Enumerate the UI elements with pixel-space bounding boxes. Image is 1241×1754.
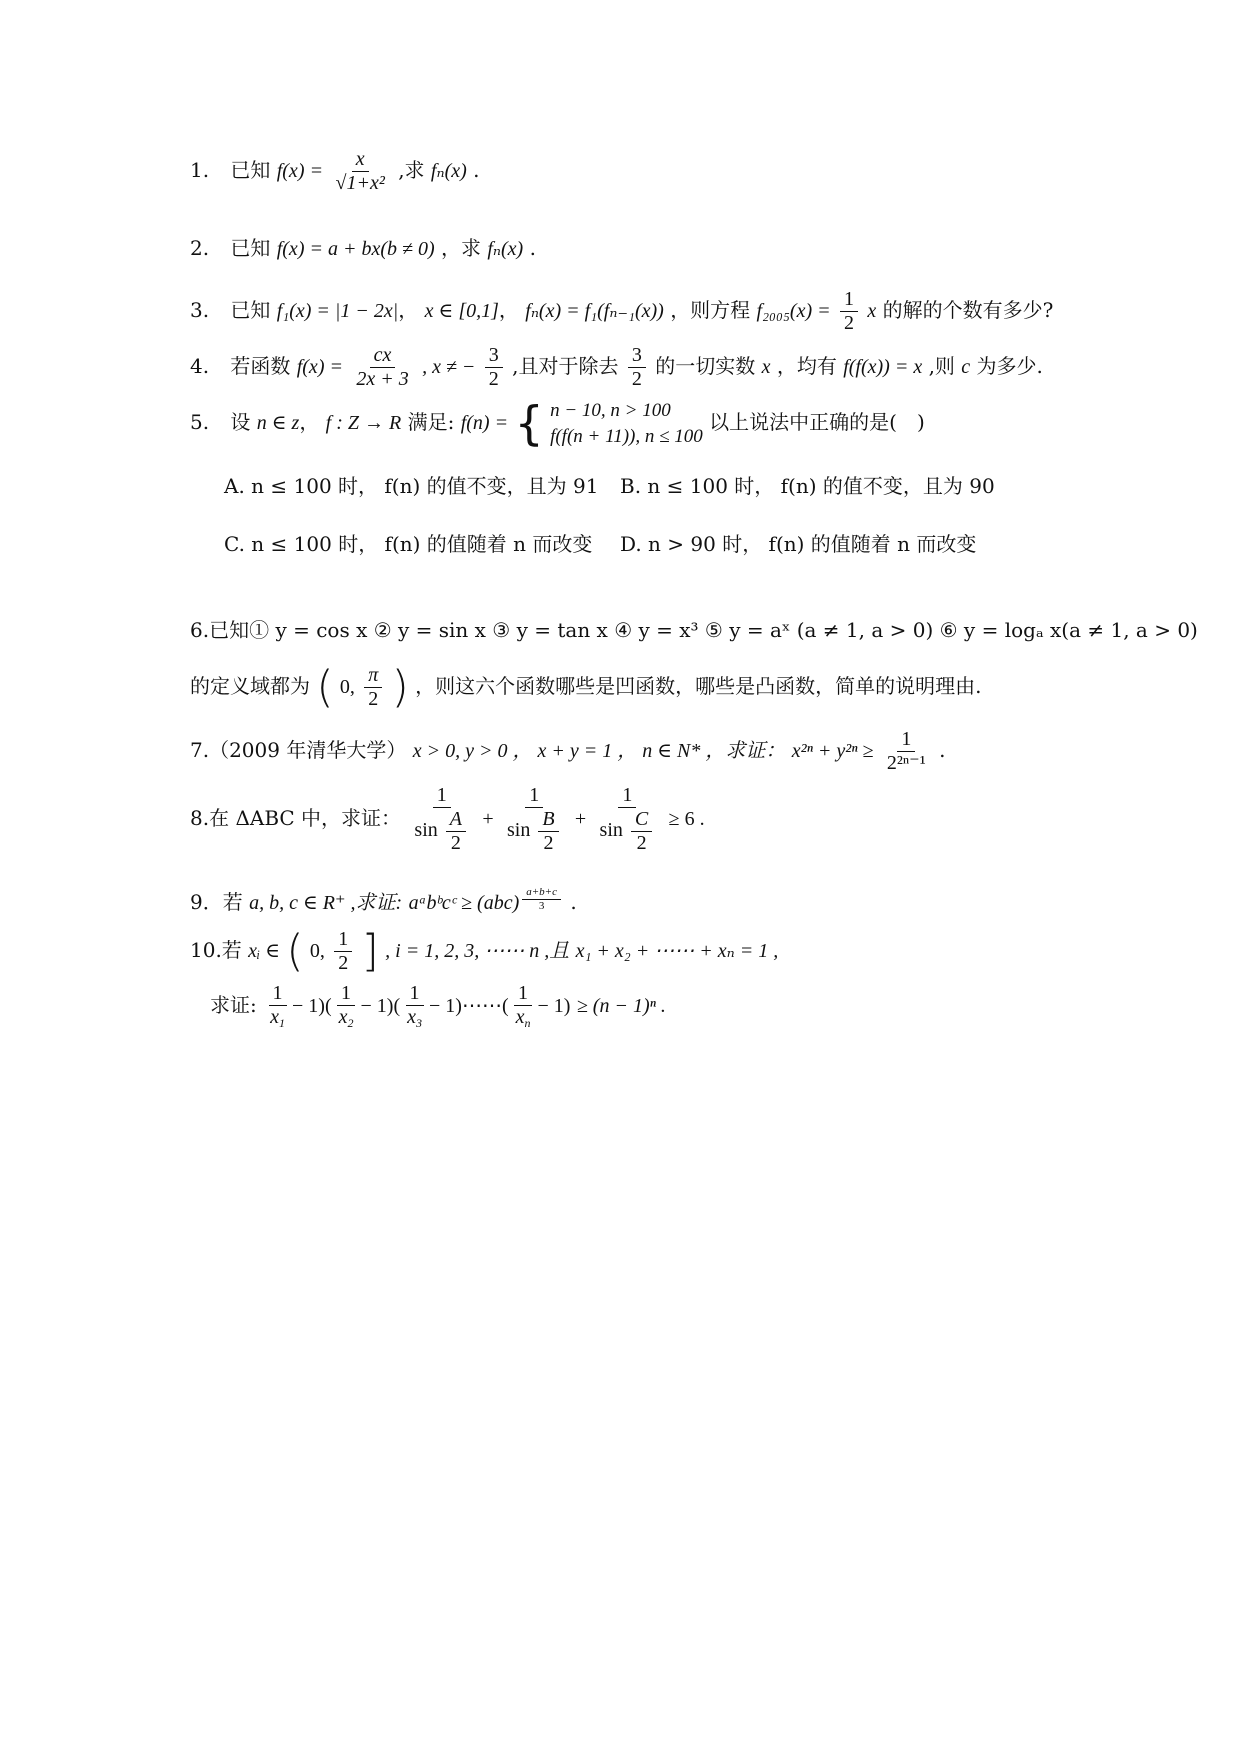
fraction-x2: $\frac{1}{x_2}$: [338, 982, 354, 1030]
problem-number: 3.: [190, 298, 210, 322]
right-paren: ): [391, 661, 409, 713]
option-d: D. n > 90 时， f(n) 的值随着 n 而改变: [620, 532, 977, 556]
problem-tail: 的解的个数有多少?: [882, 298, 1054, 322]
denominator: sin $\frac{A}{2}$: [410, 808, 473, 855]
problem-7: [190, 728, 945, 775]
problem-5: 5. 设 n ∈ z， f : Z → R 满足: f(n) = { n − 10, n > 100 f(f(n + 11)), n ≤ 100 以上说法中正确的是( ): [190, 396, 925, 451]
fraction-3-2: [485, 344, 503, 391]
problem-3: 3. 已知 f₁(x) = |1 − 2x|， x ∈ [0,1]， fₙ(x) = f₁(fₙ₋₁(x)) ，则方程 f₂₀₀₅(x) = $\frac{1}{2}$ x 的解的个数有多少?: [190, 288, 1054, 334]
fraction-a: [410, 784, 473, 855]
problem-text-mid: ，均有: [776, 354, 837, 378]
plus-sign: +: [574, 808, 587, 830]
prove-label: 求证:: [210, 992, 257, 1017]
denominator: √1+x²: [335, 172, 385, 194]
problem-text-mid: 的一切实数: [655, 354, 756, 378]
numerator: 3: [628, 344, 646, 368]
numerator: π: [364, 664, 382, 688]
exponent-fraction: $\frac{a+b+c}{3}$: [522, 886, 561, 912]
problem-text: 的定义域都为: [190, 674, 310, 698]
equals-sign: =: [310, 160, 323, 182]
conditions: a, b, c ∈ R⁺ ,求证:: [249, 892, 403, 914]
function-expr: f(x) =: [296, 356, 343, 378]
condition: , x ≠ −: [422, 356, 476, 378]
function-def: f₁(x) = |1 − 2x|: [276, 300, 399, 322]
function-expr: f(x) = a + bx(b ≠ 0): [276, 238, 435, 260]
problem-4: [190, 344, 1043, 391]
problem-text-mid: ，则方程: [670, 298, 751, 322]
problem-10: [190, 925, 779, 977]
problem-text: 已知: [230, 298, 271, 322]
period: .: [570, 890, 577, 914]
inequality-expr: aᵃbᵇcᶜ ≥ (abc): [408, 892, 520, 914]
problem-head: 10.若: [190, 938, 242, 962]
problem-8: [190, 784, 705, 855]
problem-tail: 为多少.: [976, 354, 1043, 378]
problem-6-line-1: 6.已知① y = cos x ② y = sin x ③ y = tan x ④ y = x³ ⑤ y = aˣ (a ≠ 1, a > 0) ⑥ y = logₐ x(a ≠ 1, a > 0): [190, 618, 1198, 642]
problem-head: 8.在 ΔABC 中，求证：: [190, 806, 402, 830]
denominator: 2: [338, 952, 349, 974]
piecewise-cases: [550, 398, 703, 449]
recurrence-expr: fₙ(x) = f₁(fₙ₋₁(x)): [525, 300, 664, 322]
problem-text: 若函数: [230, 354, 291, 378]
right-bracket: ]: [361, 925, 379, 977]
denominator: 2²ⁿ⁻¹: [886, 752, 926, 774]
problem-9: [190, 886, 577, 915]
denominator: 2x + 3: [356, 368, 409, 390]
problem-2: [190, 236, 536, 261]
interval-left: 0,: [339, 676, 355, 698]
plus-sign: +: [482, 808, 494, 830]
case-1: n − 10, n > 100: [550, 400, 671, 421]
problem-tail: 以上说法中正确的是( ): [709, 410, 925, 435]
problem-10-proof: 求证: $\frac{1}{x_1}$ − 1)( $\frac{1}{x_2}$ − 1)( $\frac{1}{x_3}$ − 1)⋯⋯( $\frac{1}{x_n}$ − 1) ≥ (n − 1)ⁿ .: [210, 982, 666, 1030]
numerator: cx: [370, 344, 396, 368]
left-brace: {: [514, 396, 544, 451]
mapping: f : Z → R: [325, 412, 402, 435]
numerator: x: [352, 148, 369, 172]
fraction-3-2: [628, 344, 646, 391]
period: .: [939, 738, 946, 762]
problem-text-mid: 满足:: [407, 410, 455, 435]
variable-x: x: [867, 300, 877, 322]
fraction-half: [334, 928, 352, 975]
sum-condition: x₁ + x₂ + ⋯⋯ + xₙ = 1 ,: [575, 940, 779, 962]
index-range: , i = 1, 2, 3, ⋯⋯ n ,且: [385, 940, 570, 962]
problem-number: 4.: [190, 354, 210, 378]
option-c: C. n ≤ 100 时， f(n) 的值随着 n 而改变: [224, 532, 593, 556]
period: .: [473, 158, 480, 182]
problem-tail: ,求: [398, 158, 425, 182]
period: .: [529, 236, 536, 260]
fraction: [331, 148, 388, 195]
numerator: 1: [897, 728, 915, 752]
equation-lhs: f₂₀₀₅(x) =: [756, 300, 831, 322]
problem-text: 已知: [230, 158, 271, 182]
numerator: 1: [334, 928, 352, 952]
fraction: [352, 344, 412, 391]
left-paren: (: [286, 925, 304, 977]
problem-tail: ,则: [928, 354, 955, 378]
denominator: sin $\frac{B}{2}$: [503, 808, 566, 855]
numerator: 1: [840, 288, 858, 312]
numerator: 1: [433, 784, 451, 808]
function-expr: f(n) =: [460, 412, 509, 435]
interval-left: 0,: [309, 940, 325, 962]
option-a: A. n ≤ 100 时， f(n) 的值不变，且为 91: [224, 474, 599, 498]
fraction-x3: $\frac{1}{x_3}$: [407, 982, 422, 1030]
option-b: B. n ≤ 100 时， f(n) 的值不变，且为 90: [620, 474, 995, 498]
inequality-lhs: x²ⁿ + y²ⁿ ≥: [791, 740, 874, 762]
problem-1: [190, 148, 480, 195]
problem-head: 9．若: [190, 890, 243, 914]
target-expr: fₙ(x): [487, 238, 524, 260]
denominator: 2: [368, 688, 379, 710]
fraction: [883, 728, 930, 775]
problem-number: 1.: [190, 158, 210, 182]
inequality-tail: ≥ 6 .: [668, 808, 705, 830]
problem-text-mid: ,且对于除去: [512, 354, 619, 378]
variable-x: x: [761, 356, 771, 378]
variable-xi: xᵢ ∈: [248, 940, 281, 962]
fraction-xn: $\frac{1}{x_n}$: [515, 982, 531, 1030]
fraction-half: [840, 288, 858, 335]
problem-tail: ，求: [441, 236, 481, 260]
fraction-x1: $\frac{1}{x_1}$: [270, 982, 285, 1030]
fraction-c: [596, 784, 660, 855]
conditions: x > 0, y > 0 ， x + y = 1 ， n ∈ N* ，求证：: [412, 740, 786, 762]
inequality-tail: ≥ (n − 1)ⁿ .: [576, 994, 666, 1017]
fraction-pi-2: [364, 664, 382, 711]
case-2: f(f(n + 11)), n ≤ 100: [550, 425, 703, 447]
function-expr: f(x): [276, 160, 305, 182]
condition: n ∈ z: [256, 412, 300, 435]
variable-c: c: [961, 356, 971, 378]
problem-6-line-2: [190, 661, 982, 713]
denominator: sin $\frac{C}{2}$: [596, 808, 660, 855]
problem-text: 已知: [230, 236, 271, 260]
denominator: 2: [843, 312, 854, 334]
fraction-b: [503, 784, 566, 855]
problem-number: 2.: [190, 236, 210, 260]
numerator: 1: [618, 784, 636, 808]
composition-expr: f(f(x)) = x: [843, 356, 923, 378]
left-paren: (: [316, 661, 334, 713]
problem-tail: ，则这六个函数哪些是凹函数，哪些是凸函数，简单的说明理由.: [415, 674, 982, 698]
domain-expr: x ∈ [0,1]: [424, 300, 499, 322]
numerator: 3: [485, 344, 503, 368]
numerator: 1: [525, 784, 543, 808]
problem-text: 设: [230, 410, 251, 435]
problem-head: 7.（2009 年清华大学）: [190, 738, 407, 762]
denominator: 2: [631, 368, 642, 390]
denominator: 2: [488, 368, 499, 390]
problem-number: 5.: [190, 410, 210, 435]
target-expr: fₙ(x): [430, 160, 467, 182]
